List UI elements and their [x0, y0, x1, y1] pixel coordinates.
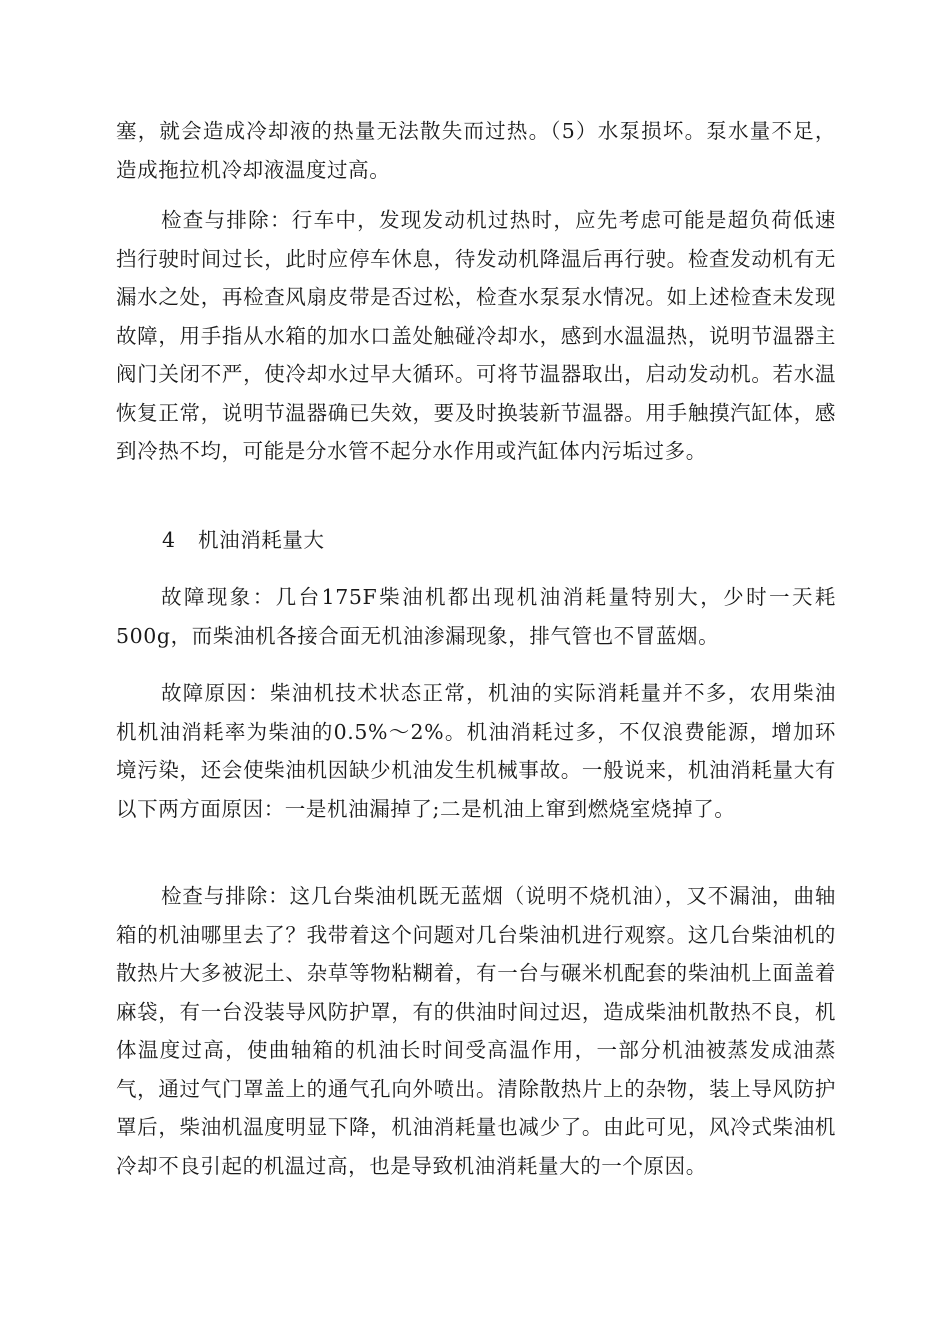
paragraph-continuation: 塞，就会造成冷却液的热量无法散失而过热。（5）水泵损坏。泵水量不足，造成拖拉机冷却液温度过高。 — [116, 119, 836, 182]
paragraph-fault-cause: 故障原因：柴油机技术状态正常，机油的实际消耗量并不多，农用柴油机机油消耗率为柴油的0.5%～2%。机油消耗过多，不仅浪费能源，增加环境污染，还会使柴油机因缺少机油发生机械事故。一般说来，机油消耗量大有以下两方面原因：一是机油漏掉了;二是机油上窜到燃烧室烧掉了。 — [116, 681, 836, 821]
paragraph-fault-symptom: 故障现象：几台175F柴油机都出现机油消耗量特别大，少时一天耗500g，而柴油机各接合面无机油渗漏现象，排气管也不冒蓝烟。 — [116, 585, 836, 648]
section-title: 机油消耗量大 — [198, 528, 325, 552]
section-number: 4 — [162, 528, 176, 552]
section-heading — [162, 521, 325, 560]
paragraph-inspection-overheat: 检查与排除：行车中，发现发动机过热时，应先考虑可能是超负荷低速挡行驶时间过长，此时应停车休息，待发动机降温后再行驶。检查发动机有无漏水之处，再检查风扇皮带是否过松，检查水泵泵水情况。如上述检查未发现故障，用手指从水箱的加水口盖处触碰冷却水，感到水温温热，说明节温器主阀门关闭不严，使冷却水过早大循环。可将节温器取出，启动发动机。若水温恢复正常，说明节温器确已失效，要及时换装新节温器。用手触摸汽缸体，感到冷热不均，可能是分水管不起分水作用或汽缸体内污垢过多。 — [116, 208, 836, 463]
paragraph-inspection-oil: 检查与排除：这几台柴油机既无蓝烟（说明不烧机油），又不漏油，曲轴箱的机油哪里去了？我带着这个问题对几台柴油机进行观察。这几台柴油机的散热片大多被泥土、杂草等物粘糊着，有一台与碾米机配套的柴油机上面盖着麻袋，有一台没装导风防护罩，有的供油时间过迟，造成柴油机散热不良，机体温度过高，使曲轴箱的机油长时间受高温作用，一部分机油被蒸发成油蒸气，通过气门罩盖上的通气孔向外喷出。清除散热片上的杂物，装上导风防护罩后，柴油机温度明显下降，机油消耗量也减少了。由此可见，风冷式柴油机冷却不良引起的机温过高，也是导致机油消耗量大的一个原因。 — [116, 884, 836, 1178]
